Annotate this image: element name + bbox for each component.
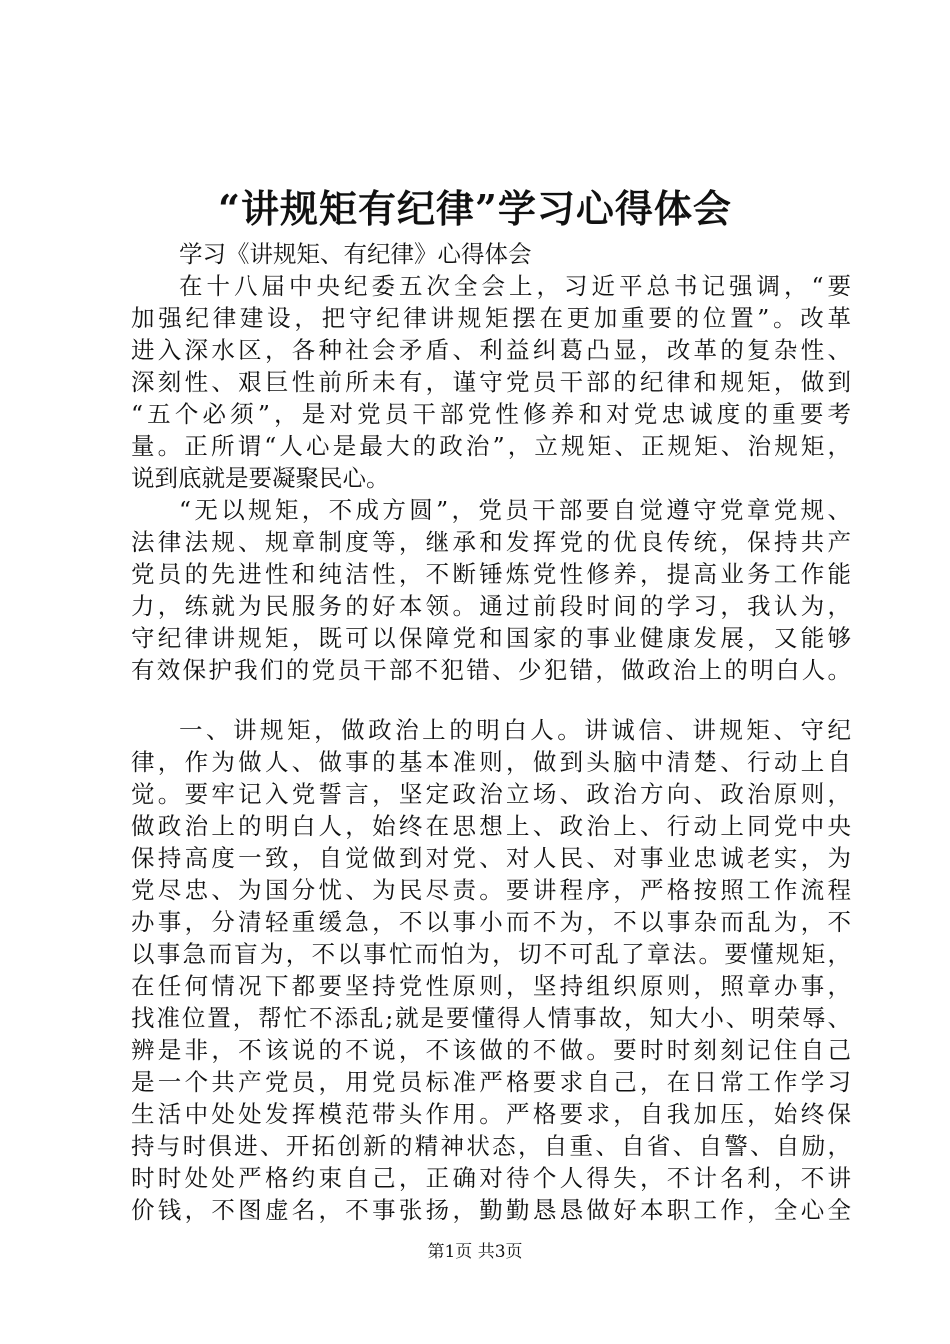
text-line: 时时处处严格约束自己，正确对待个人得失，不计名利，不讲 <box>131 1164 851 1192</box>
text-line: 办事，分清轻重缓急，不以事小而不为，不以事杂而乱为，不 <box>131 908 851 936</box>
text-line: 以事急而盲为，不以事忙而怕为，切不可乱了章法。要懂规矩， <box>131 940 851 968</box>
text-line: 党员的先进性和纯洁性，不断锤炼党性修养，提高业务工作能 <box>131 560 851 588</box>
document-title: “讲规矩有纪律”学习心得体会 <box>218 186 732 231</box>
text-line: “无以规矩，不成方圆”，党员干部要自觉遵守党章党规、 <box>179 496 851 524</box>
text-line: 法律法规、规章制度等，继承和发挥党的优良传统，保持共产 <box>131 528 851 556</box>
text-line: 加强纪律建设，把守纪律讲规矩摆在更加重要的位置”。改革 <box>131 304 851 332</box>
text-line: 做政治上的明白人，始终在思想上、政治上、行动上同党中央 <box>131 812 851 840</box>
text-line: 保持高度一致，自觉做到对党、对人民、对事业忠诚老实，为 <box>131 844 851 872</box>
text-line: 持与时俱进、开拓创新的精神状态，自重、自省、自警、自励， <box>131 1132 851 1160</box>
text-line: 学习《讲规矩、有纪律》心得体会 <box>179 240 532 268</box>
text-line: 找准位置，帮忙不添乱;就是要懂得人情事故，知大小、明荣辱、 <box>131 1004 851 1032</box>
text-line: 党尽忠、为国分忧、为民尽责。要讲程序，严格按照工作流程 <box>131 876 851 904</box>
text-line: 价钱，不图虚名，不事张扬，勤勤恳恳做好本职工作，全心全 <box>131 1196 851 1224</box>
blank-line <box>131 686 851 714</box>
page-footer: 第1页 共3页 <box>427 1242 523 1262</box>
text-line: 守纪律讲规矩，既可以保障党和国家的事业健康发展，又能够 <box>131 624 851 652</box>
text-line: 一、讲规矩，做政治上的明白人。讲诚信、讲规矩、守纪 <box>179 716 851 744</box>
text-line: 生活中处处发挥模范带头作用。严格要求，自我加压，始终保 <box>131 1100 851 1128</box>
text-line: 深刻性、艰巨性前所未有，谨守党员干部的纪律和规矩，做到 <box>131 368 851 396</box>
text-line: 进入深水区，各种社会矛盾、利益纠葛凸显，改革的复杂性、 <box>131 336 851 364</box>
text-line: 律，作为做人、做事的基本准则，做到头脑中清楚、行动上自 <box>131 748 851 776</box>
text-line: “五个必须”，是对党员干部党性修养和对党忠诚度的重要考 <box>131 400 851 428</box>
text-line: 说到底就是要凝聚民心。 <box>131 464 390 492</box>
text-line: 量。正所谓“人心是最大的政治”，立规矩、正规矩、治规矩， <box>131 432 851 460</box>
text-line: 有效保护我们的党员干部不犯错、少犯错，做政治上的明白人。 <box>131 656 851 684</box>
text-line: 是一个共产党员，用党员标准严格要求自己，在日常工作学习 <box>131 1068 851 1096</box>
document-body <box>131 238 851 1226</box>
text-line: 在十八届中央纪委五次全会上，习近平总书记强调，“要 <box>179 272 851 300</box>
text-line: 在任何情况下都要坚持党性原则，坚持组织原则，照章办事， <box>131 972 851 1000</box>
text-line: 力，练就为民服务的好本领。通过前段时间的学习，我认为， <box>131 592 851 620</box>
text-line: 辨是非，不该说的不说，不该做的不做。要时时刻刻记住自己 <box>131 1036 851 1064</box>
text-line: 觉。要牢记入党誓言，坚定政治立场、政治方向、政治原则， <box>131 780 851 808</box>
